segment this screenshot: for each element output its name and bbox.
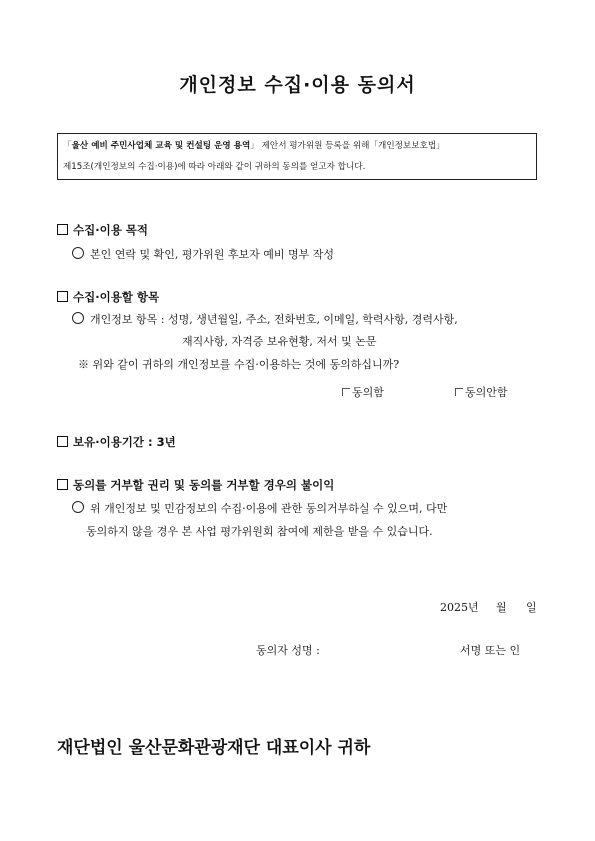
agree-label: 동의함 <box>352 386 384 399</box>
refusal-heading <box>57 477 334 493</box>
document-title: 개인정보 수집·이용 동의서 <box>179 74 416 96</box>
consent-question: ※ 위와 같이 귀하의 개인정보를 수집·이용하는 것에 동의하십니까? <box>78 358 400 371</box>
retention-heading-text: 보유·이용기간 : 3년 <box>73 435 176 449</box>
date-year: 2025년 <box>440 601 479 614</box>
disagree-label: 동의안함 <box>465 386 508 399</box>
items-content-line-2: 재직사항, 자격증 보유현황, 저서 및 논문 <box>182 335 377 348</box>
checkbox-square-icon <box>57 479 68 490</box>
checkbox-square-icon <box>57 436 68 447</box>
checkbox-icon[interactable] <box>342 388 350 396</box>
refusal-content-line-1 <box>72 500 447 516</box>
notice-line-1-rest: 」 제안서 평가위원 등록을 위해「개인정보보호법」 <box>250 141 445 151</box>
notice-box <box>57 133 537 180</box>
circle-bullet-icon <box>72 312 84 324</box>
recipient-line: 재단법인 울산문화관광재단 대표이사 귀하 <box>57 738 371 758</box>
items-heading <box>57 289 159 305</box>
retention-heading <box>57 434 176 450</box>
refusal-content-line-2: 동의하지 않을 경우 본 사업 평가위원회 참여에 제한을 받을 수 있습니다. <box>86 525 433 538</box>
purpose-heading-text: 수집·이용 목적 <box>73 223 149 237</box>
notice-line-2: 제15조(개인정보의 수집·이용)에 따라 아래와 같이 귀하의 동의를 얻고자 합니다. <box>63 162 366 172</box>
notice-line-1 <box>63 142 445 151</box>
circle-bullet-icon <box>72 501 84 513</box>
purpose-content <box>72 246 334 262</box>
refusal-heading-text: 동의를 거부할 권리 및 동의를 거부할 경우의 불이익 <box>73 478 335 492</box>
signature-label: 서명 또는 인 <box>460 644 521 657</box>
date-month: 월 <box>496 601 507 614</box>
purpose-heading <box>57 222 148 238</box>
checkbox-square-icon <box>57 291 68 302</box>
checkbox-icon[interactable] <box>455 388 463 396</box>
refusal-content-line-1-text: 위 개인정보 및 민감정보의 수집·이용에 관한 동의거부하실 수 있으며, 다만 <box>90 502 448 515</box>
checkbox-square-icon <box>57 224 68 235</box>
notice-open-bracket: 「 <box>63 141 72 151</box>
items-content-line-1 <box>72 311 458 327</box>
notice-project-name: 울산 예비 주민사업체 교육 및 컨설팅 운영 용역 <box>71 141 251 151</box>
items-heading-text: 수집·이용할 항목 <box>73 290 160 304</box>
items-content-line-1-text: 개인정보 항목 : 성명, 생년월일, 주소, 전화번호, 이메일, 학력사항, 경력사항, <box>90 313 458 326</box>
circle-bullet-icon <box>72 247 84 259</box>
signer-name-label: 동의자 성명 : <box>256 644 320 657</box>
agree-option[interactable] <box>342 384 384 400</box>
disagree-option[interactable] <box>455 384 508 400</box>
date-day: 일 <box>526 601 537 614</box>
purpose-content-text: 본인 연락 및 확인, 평가위원 후보자 예비 명부 작성 <box>90 248 334 261</box>
